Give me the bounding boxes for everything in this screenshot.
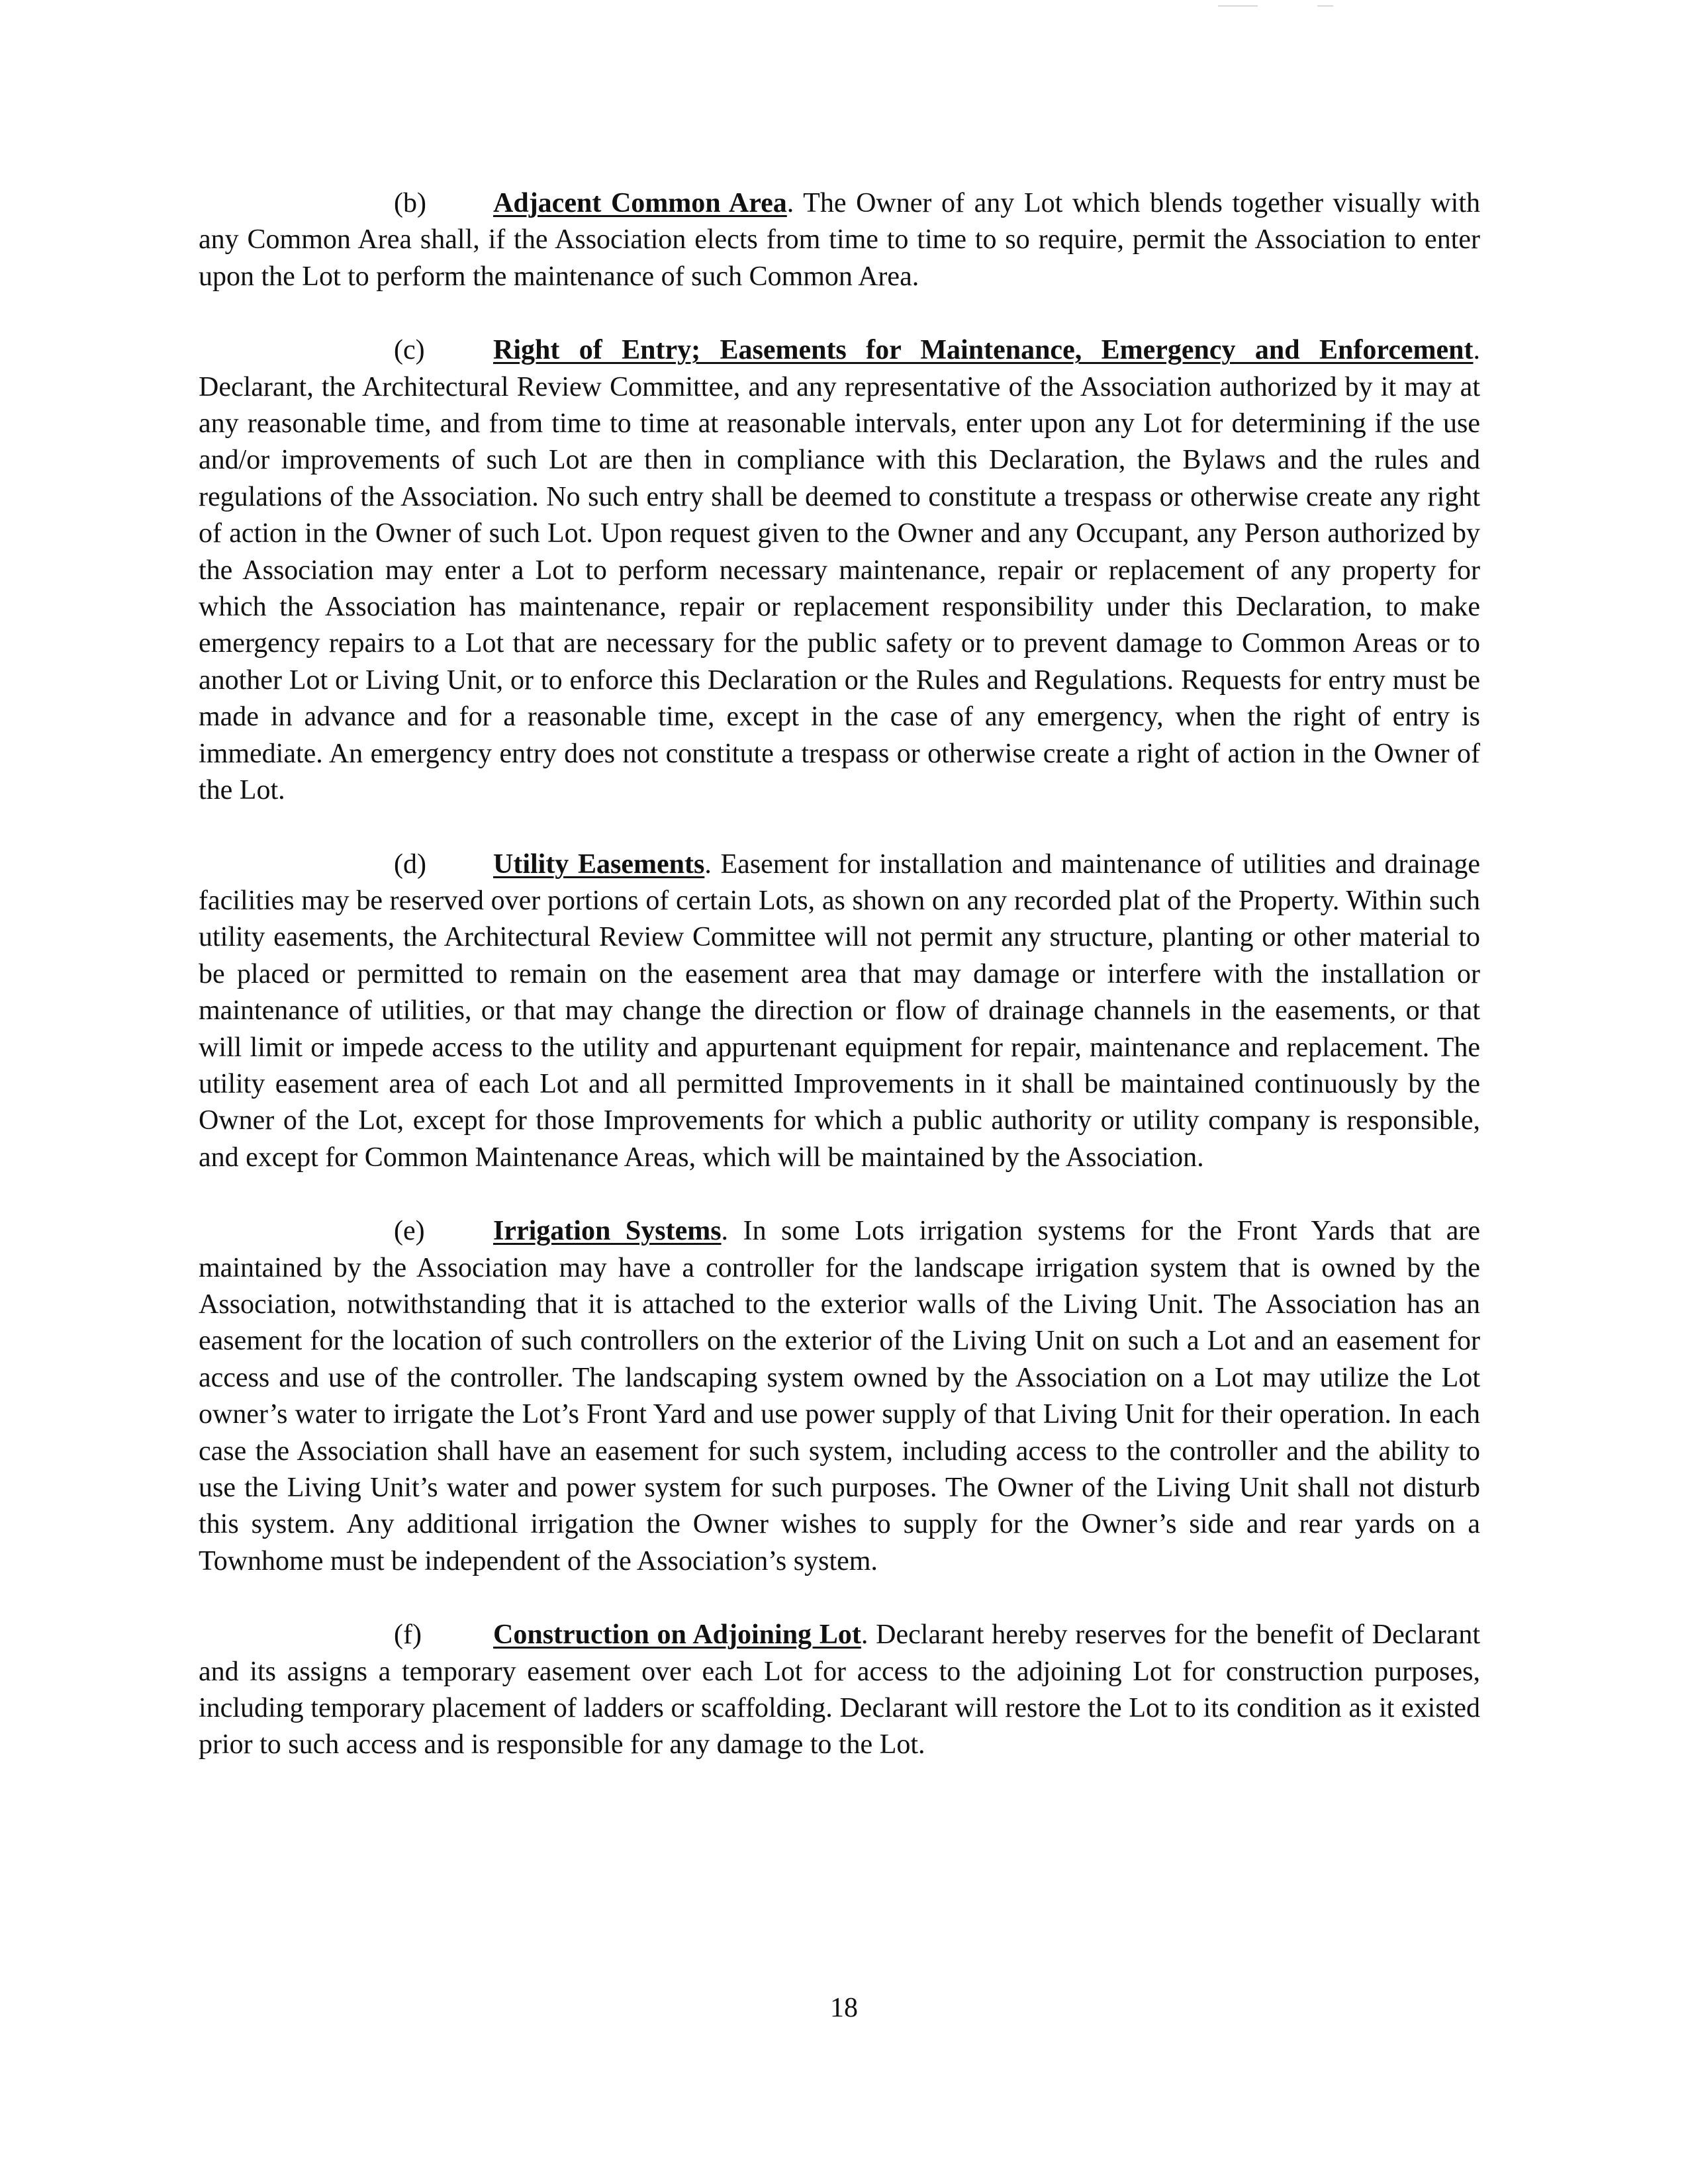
- section-heading: Construction on Adjoining Lot: [493, 1619, 861, 1651]
- section-f-paragraph: [199, 1617, 1480, 1764]
- section-letter: (b): [394, 188, 426, 218]
- scan-artifact: [1317, 5, 1333, 7]
- section-body: . In some Lots irrigation systems for the Front Yards that are maintained by the Association may have a controller for the landscape irrigation system that is owned by the Association, notwithstanding that it is attached to the exterior walls of the Living Unit. The Association has an easement for the location of such controllers on the exterior of the Living Unit on such a Lot and an easement for access and use of the controller. The landscaping system owned by the Association on a Lot may utilize the Lot owner’s water to irrigate the Lot’s Front Yard and use power supply of that Living Unit for their operation. In each case the Association shall have an easement for such system, including access to the controller and the ability to use the Living Unit’s water and power system for such purposes. The Owner of the Living Unit shall not disturb this system. Any additional irrigation the Owner wishes to supply for the Owner’s side and rear yards on a Townhome must be independent of the Association’s system.: [199, 1216, 1480, 1576]
- section-e-paragraph: [199, 1213, 1480, 1580]
- section-c-paragraph: [199, 332, 1480, 809]
- page-number: 18: [830, 1993, 858, 2023]
- section-body: . Declarant hereby reserves for the benefit of Declarant and its assigns a temporary easement over each Lot for access to the adjoining Lot for construction purposes, including temporary placement of ladders or scaffolding. Declarant will restore the Lot to its condition as it existed prior to such access and is responsible for any damage to the Lot.: [199, 1619, 1480, 1760]
- scan-artifact: [1218, 5, 1258, 7]
- section-heading: Utility Easements: [493, 848, 705, 880]
- section-letter: (f): [394, 1619, 422, 1651]
- section-body: . Declarant, the Architectural Review Committee, and any representative of the Association authorized by it may at any reasonable time, and from time to time at reasonable intervals, enter upon any Lot for determining if the use and/or improvements of such Lot are then in compliance with this Declaration, the Bylaws and the rules and regulations of the Association. No such entry shall be deemed to constitute a trespass or otherwise create any right of action in the Owner of such Lot. Upon request given to the Owner and any Occupant, any Person authorized by the Association may enter a Lot to perform necessary maintenance, repair or replacement of any property for which the Association has maintenance, repair or replacement responsibility under this Declaration, to make emergency repairs to a Lot that are necessary for the public safety or to prevent damage to Common Areas or to another Lot or Living Unit, or to enforce this Declaration or the Rules and Regulations. Requests for entry must be made in advance and for a reasonable time, except in the case of any emergency, when the right of entry is immediate. An emergency entry does not constitute a trespass or otherwise create a right of action in the Owner of the Lot.: [199, 335, 1480, 806]
- section-letter: (c): [394, 335, 425, 366]
- section-letter: (d): [394, 848, 426, 880]
- section-letter: (e): [394, 1216, 425, 1247]
- document-body: [199, 185, 1480, 1801]
- section-heading: Right of Entry; Easements for Maintenance, Emergency and Enforcement: [493, 335, 1474, 366]
- section-d-paragraph: [199, 846, 1480, 1177]
- section-heading: Adjacent Common Area: [493, 188, 787, 218]
- section-b-paragraph: [199, 185, 1480, 295]
- section-body: . The Owner of any Lot which blends together visually with any Common Area shall, if the Association elects from time to time to so require, permit the Association to enter upon the Lot to perform the maintenance of such Common Area.: [199, 188, 1480, 292]
- section-body: . Easement for installation and maintenance of utilities and drainage facilities may be reserved over portions of certain Lots, as shown on any recorded plat of the Property. Within such utility easements, the Architectural Review Committee will not permit any structure, planting or other material to be placed or permitted to remain on the easement area that may damage or interfere with the installation or maintenance of utilities, or that may change the direction or flow of drainage channels in the easements, or that will limit or impede access to the utility and appurtenant equipment for repair, maintenance and replacement. The utility easement area of each Lot and all permitted Improvements in it shall be maintained continuously by the Owner of the Lot, except for those Improvements for which a public authority or utility company is responsible, and except for Common Maintenance Areas, which will be maintained by the Association.: [199, 848, 1480, 1173]
- section-heading: Irrigation Systems: [493, 1216, 722, 1247]
